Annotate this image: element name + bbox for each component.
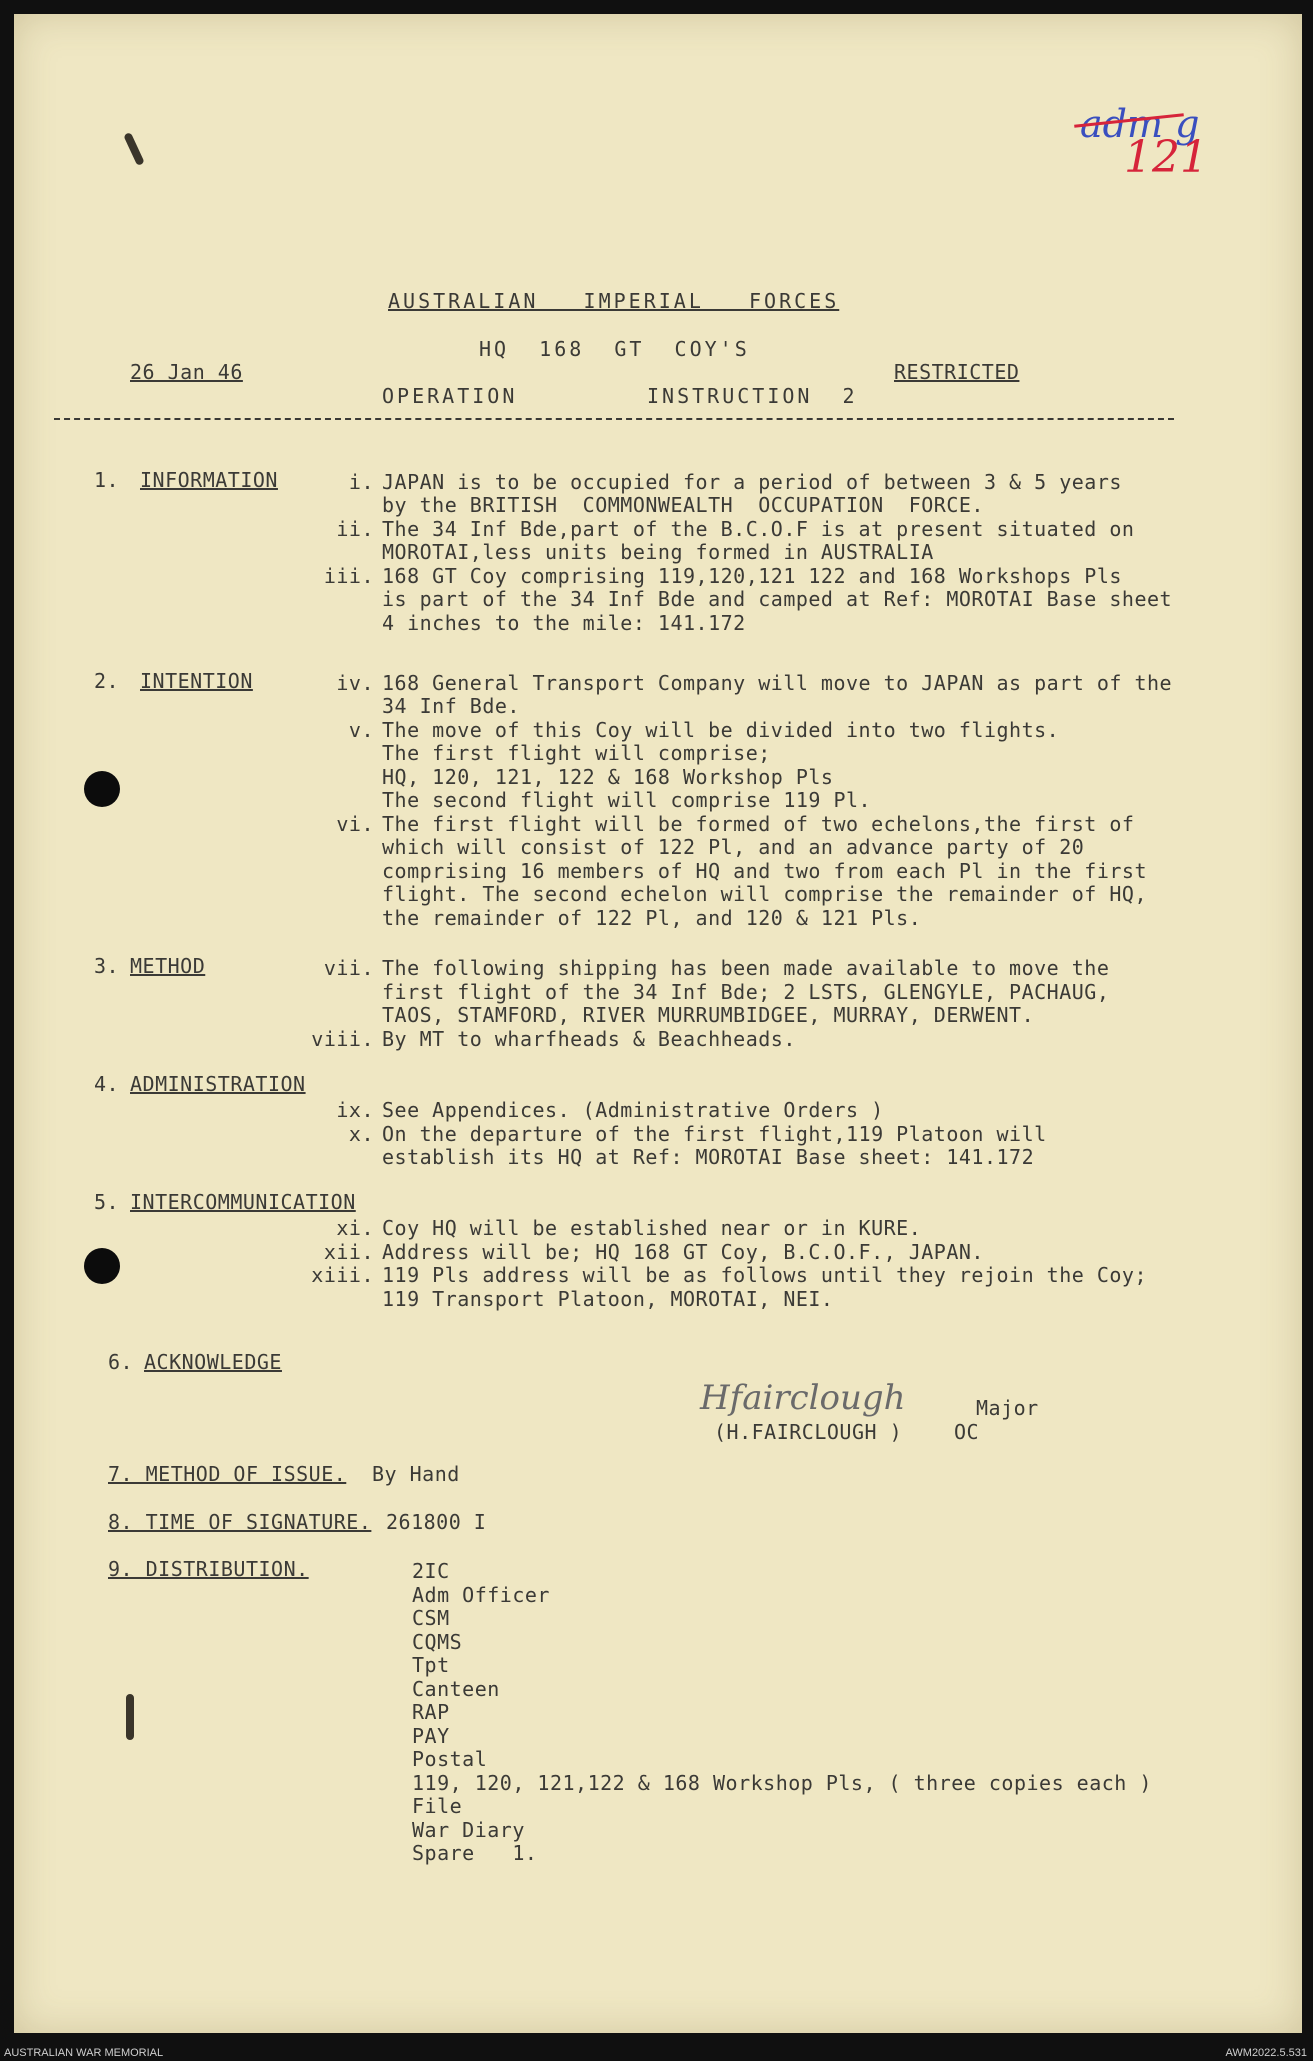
item-text: first flight of the 34 Inf Bde; 2 LSTS, GLENGYLE, PACHAUG, [382, 980, 1110, 1004]
classification: RESTRICTED [894, 360, 1020, 384]
method-of-issue-value: By Hand [372, 1462, 460, 1486]
item-roman: i. [348, 470, 374, 494]
section-title: METHOD [130, 954, 206, 978]
section-number: 6. [108, 1350, 134, 1374]
item-text: TAOS, STAMFORD, RIVER MURRUMBIDGEE, MURRAY, DERWENT. [382, 1003, 1035, 1027]
staple-slot [126, 1694, 134, 1740]
distribution-item: Tpt [412, 1653, 450, 1677]
item-text: The following shipping has been made available to move the [382, 956, 1110, 980]
item-text: 119 Transport Platoon, MOROTAI, NEI. [382, 1287, 834, 1311]
item-roman: x. [348, 1122, 374, 1146]
distribution-item: CQMS [412, 1630, 463, 1654]
item-roman: ii. [336, 517, 374, 541]
item-text: HQ, 120, 121, 122 & 168 Workshop Pls [382, 765, 834, 789]
distribution-item: CSM [412, 1606, 450, 1630]
handwritten-struck-note: adm g [1080, 102, 1200, 146]
item-roman: viii. [311, 1027, 374, 1051]
distribution-item: 2IC [412, 1559, 450, 1583]
item-text: 34 Inf Bde. [382, 694, 520, 718]
handwritten-signature: Hfairclough [700, 1378, 906, 1418]
item-roman: iii. [323, 564, 374, 588]
distribution-item: Postal [412, 1747, 488, 1771]
distribution-item: 119, 120, 121,122 & 168 Workshop Pls, ( three copies each ) [412, 1771, 1152, 1795]
distribution-item: Spare 1. [412, 1841, 538, 1865]
section-number: 5. [94, 1190, 120, 1214]
staple-mark [123, 132, 145, 166]
item-text: The first flight will comprise; [382, 741, 771, 765]
item-text: is part of the 34 Inf Bde and camped at Ref: MOROTAI Base sheet [382, 587, 1173, 611]
signature-rank: Major [976, 1396, 1039, 1420]
section-title: INTERCOMMUNICATION [130, 1190, 356, 1214]
item-text: 168 General Transport Company will move to JAPAN as part of the [382, 671, 1173, 695]
header-date: 26 Jan 46 [130, 360, 243, 384]
distribution-label: 9. DISTRIBUTION. [108, 1557, 309, 1581]
distribution-item: File [412, 1794, 463, 1818]
distribution-item: RAP [412, 1700, 450, 1724]
item-text: The 34 Inf Bde,part of the B.C.O.F is at present situated on [382, 517, 1135, 541]
section-title: INTENTION [140, 669, 253, 693]
item-text: Address will be; HQ 168 GT Coy, B.C.O.F., JAPAN. [382, 1240, 984, 1264]
item-roman: xii. [323, 1240, 374, 1264]
header-title: AUSTRALIAN IMPERIAL FORCES [388, 289, 840, 313]
signature-name: (H.FAIRCLOUGH ) [714, 1420, 903, 1444]
time-of-signature-value: 261800 I [386, 1510, 487, 1534]
distribution-item: PAY [412, 1724, 450, 1748]
item-roman: vi. [336, 812, 374, 836]
signature-appointment: OC [954, 1420, 980, 1444]
header-unit: HQ 168 GT COY'S [479, 337, 750, 361]
item-roman: v. [348, 718, 374, 742]
item-roman: xi. [336, 1216, 374, 1240]
section-title: ACKNOWLEDGE [144, 1350, 282, 1374]
item-text: See Appendices. (Administrative Orders ) [382, 1098, 884, 1122]
operation-label: OPERATION [382, 384, 518, 408]
item-text: The second flight will comprise 119 Pl. [382, 788, 872, 812]
item-text: The move of this Coy will be divided into two flights. [382, 718, 1060, 742]
section-number: 2. [94, 669, 120, 693]
item-text: comprising 16 members of HQ and two from each Pl in the first [382, 859, 1148, 883]
instruction-label: INSTRUCTION 2 [647, 384, 858, 408]
distribution-item: Canteen [412, 1677, 500, 1701]
item-roman: xiii. [311, 1263, 374, 1287]
item-text: by the BRITISH COMMONWEALTH OCCUPATION FORCE. [382, 493, 984, 517]
item-text: The first flight will be formed of two echelons,the first of [382, 812, 1135, 836]
section-number: 3. [94, 954, 120, 978]
item-roman: iv. [336, 671, 374, 695]
time-of-signature-label: 8. TIME OF SIGNATURE. [108, 1510, 372, 1534]
section-number: 4. [94, 1072, 120, 1096]
item-text: 119 Pls address will be as follows until they rejoin the Coy; [382, 1263, 1148, 1287]
item-text: which will consist of 122 Pl, and an advance party of 20 [382, 835, 1085, 859]
item-text: On the departure of the first flight,119 Platoon will [382, 1122, 1047, 1146]
item-roman: ix. [336, 1098, 374, 1122]
item-text: 4 inches to the mile: 141.172 [382, 611, 746, 635]
item-text: MOROTAI,less units being formed in AUSTRALIA [382, 540, 934, 564]
item-text: By MT to wharfheads & Beachheads. [382, 1027, 796, 1051]
punch-hole [84, 1248, 120, 1284]
item-text: 168 GT Coy comprising 119,120,121 122 and 168 Workshops Pls [382, 564, 1122, 588]
section-title: ADMINISTRATION [130, 1072, 306, 1096]
handwritten-number: 121 [1124, 132, 1208, 183]
item-text: flight. The second echelon will comprise the remainder of HQ, [382, 882, 1148, 906]
item-text: Coy HQ will be established near or in KURE. [382, 1216, 922, 1240]
distribution-item: Adm Officer [412, 1583, 550, 1607]
header-rule [54, 418, 1174, 420]
item-text: establish its HQ at Ref: MOROTAI Base sheet: 141.172 [382, 1145, 1035, 1169]
archive-footer-right: AWM2022.5.531 [1225, 2047, 1307, 2059]
item-text: JAPAN is to be occupied for a period of between 3 & 5 years [382, 470, 1122, 494]
method-of-issue-label: 7. METHOD OF ISSUE. [108, 1462, 347, 1486]
document-page [14, 14, 1302, 2033]
section-number: 1. [94, 468, 120, 492]
item-roman: vii. [323, 956, 374, 980]
punch-hole [84, 771, 120, 807]
item-text: the remainder of 122 Pl, and 120 & 121 Pls. [382, 906, 922, 930]
distribution-item: War Diary [412, 1818, 525, 1842]
archive-footer-left: AUSTRALIAN WAR MEMORIAL [4, 2047, 164, 2059]
section-title: INFORMATION [140, 468, 278, 492]
